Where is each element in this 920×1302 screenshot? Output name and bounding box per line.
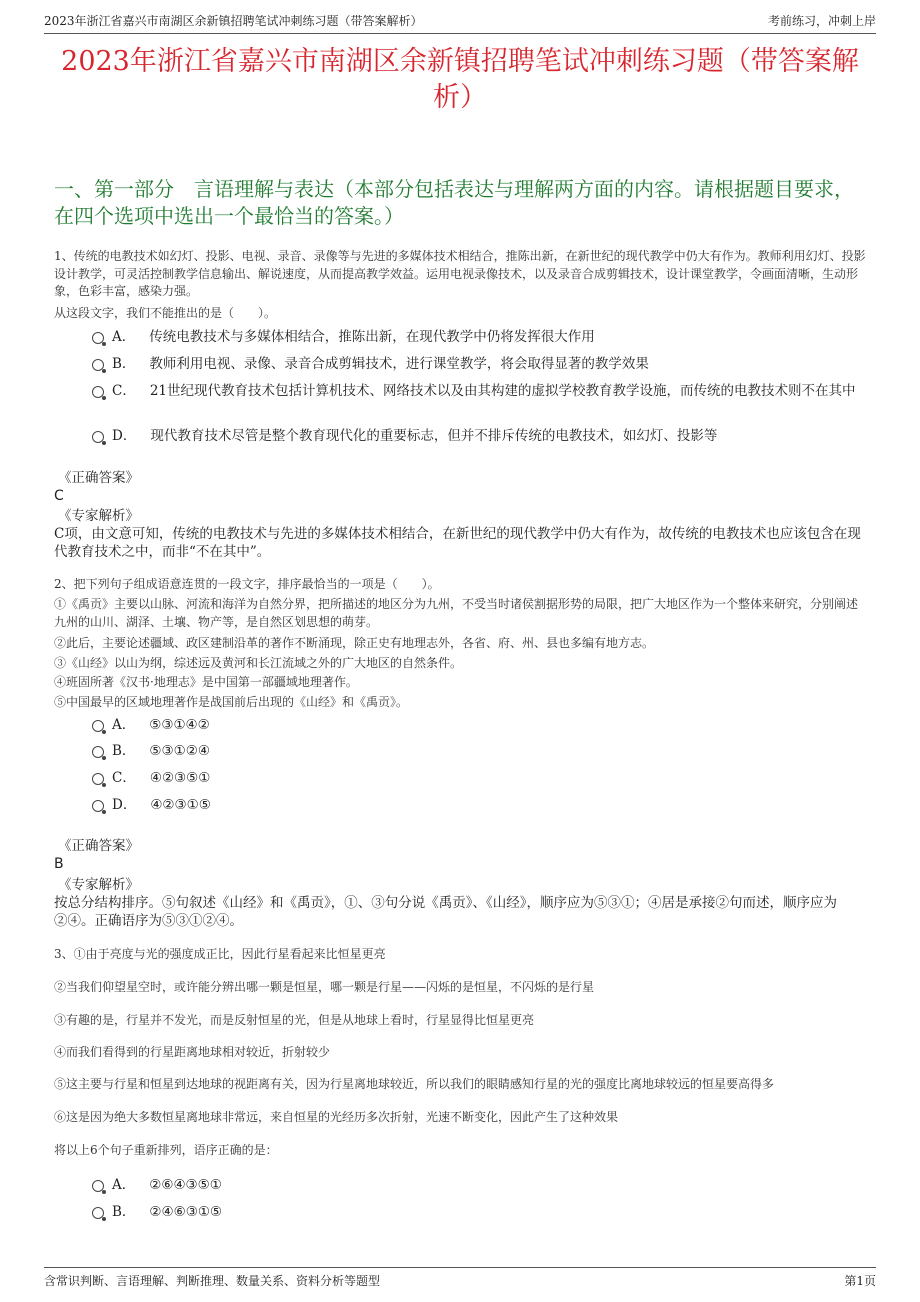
- q2-sentence-3: ③《山经》以山为纲，综述远及黄河和长江流域之外的广大地区的自然条件。: [54, 656, 463, 670]
- q1-explain: C项，由文意可知，传统的电教技术与先进的多媒体技术相结合，在新世纪的现代教学中仍大有作为，故传统的电教技术也应该包含在现代教育技术之中，而非“不在其中”。: [54, 526, 861, 560]
- q2-answer: B: [54, 856, 64, 872]
- page-number: 第1页: [844, 1274, 876, 1288]
- section-heading: 一、第一部分 言语理解与表达（本部分包括表达与理解两方面的内容。请根据题目要求，在四个选项中选出一个最恰当的答案。）: [54, 177, 854, 228]
- q3-option-b[interactable]: B． ②④⑥③①⑤: [92, 1201, 868, 1223]
- q3-sentence-1: 3、①由于亮度与光的强度成正比，因此行星看起来比恒星更亮: [54, 947, 386, 961]
- q2-sentence-1: ①《禹贡》主要以山脉、河流和海洋为自然分界，把所描述的地区分为九州，不受当时诸侯割据形势的局限，把广大地区作为一个整体来研究，分别阐述九州的山川、湖泽、土壤、物产等，是自然区划思想的萌芽。: [54, 597, 859, 629]
- q3-sentence-3: ③有趣的是，行星并不发光，而是反射恒星的光，但是从地球上看时，行星显得比恒星更亮: [54, 1013, 535, 1027]
- q1-option-b[interactable]: B． 教师利用电视、录像、录音合成剪辑技术，进行课堂教学，将会取得显著的教学效果: [92, 353, 868, 375]
- header-doc-title: 2023年浙江省嘉兴市南湖区余新镇招聘笔试冲刺练习题（带答案解析）: [44, 14, 423, 28]
- q3-sentence-4: ④而我们看得到的行星距离地球相对较近，折射较少: [54, 1045, 331, 1059]
- radio-icon[interactable]: [92, 1207, 104, 1219]
- q2-option-b[interactable]: B． ⑤③①②④: [92, 740, 868, 762]
- radio-icon[interactable]: [92, 359, 104, 371]
- q1-stem: 1、传统的电教技术如幻灯、投影、电视、录音、录像等与先进的多媒体技术相结合，推陈出新，在新世纪的现代教学中仍大有作为。教师利用幻灯、投影设计教学，可灵活控制教学信息输出、解说速度，从而提高教学效益。运用电视录像技术，以及录音合成剪辑技术，设计课堂教学，令画面清晰，生动形象，色彩丰富，感染力强。: [54, 249, 866, 298]
- q3-option-a[interactable]: A． ②⑥④③⑤①: [92, 1174, 868, 1196]
- footer-topics: 含常识判断、言语理解、判断推理、数量关系、资料分析等题型: [44, 1274, 381, 1288]
- header-slogan: 考前练习，冲刺上岸: [767, 14, 876, 28]
- q2-option-a[interactable]: A． ⑤③①④②: [92, 714, 868, 736]
- document-title: 2023年浙江省嘉兴市南湖区余新镇招聘笔试冲刺练习题（带答案解析）: [61, 46, 859, 113]
- radio-icon[interactable]: [92, 746, 104, 758]
- radio-icon[interactable]: [92, 1180, 104, 1192]
- q2-sentence-2: ②此后，主要论述疆域、政区建制沿革的著作不断涌现，除正史有地理志外，各省、府、州、县也多编有地方志。: [54, 636, 655, 650]
- q3-sentence-2: ②当我们仰望星空时，或许能分辨出哪一颗是恒星，哪一颗是行星——闪烁的是恒星，不闪烁的是行星: [54, 980, 595, 994]
- radio-icon[interactable]: [92, 386, 104, 398]
- q1-option-a[interactable]: A． 传统电教技术与多媒体相结合，推陈出新，在现代教学中仍将发挥很大作用: [92, 326, 868, 348]
- q2-sentence-5: ⑤中国最早的区域地理著作是战国前后出现的《山经》和《禹贡》。: [54, 695, 409, 709]
- q2-option-c[interactable]: C． ④②③⑤①: [92, 767, 868, 789]
- q2-sentence-4: ④班固所著《汉书·地理志》是中国第一部疆域地理著作。: [54, 675, 358, 689]
- radio-icon[interactable]: [92, 332, 104, 344]
- q3-ask: 将以上6个句子重新排列，语序正确的是：: [54, 1143, 278, 1157]
- q1-answer: C: [54, 488, 64, 504]
- radio-icon[interactable]: [92, 773, 104, 785]
- radio-icon[interactable]: [92, 800, 104, 812]
- q2-option-d[interactable]: D． ④②③①⑤: [92, 794, 868, 816]
- q2-explain: 按总分结构排序。⑤句叙述《山经》和《禹贡》，①、③句分说《禹贡》、《山经》，顺序应为⑤③①；④居是承接②句而述，顺序应为②④。正确语序为⑤③①②④。: [54, 895, 837, 929]
- q3-sentence-6: ⑥这是因为绝大多数恒星离地球非常远，来自恒星的光经历多次折射，光速不断变化，因此产生了这种效果: [54, 1110, 619, 1124]
- q1-answer-label: 《正确答案》: [58, 470, 139, 486]
- q1-option-d[interactable]: D． 现代教育技术尽管是整个教育现代化的重要标志，但并不排斥传统的电教技术，如幻灯、投影等: [92, 425, 868, 447]
- radio-icon[interactable]: [92, 720, 104, 732]
- q2-answer-label: 《正确答案》: [58, 838, 139, 854]
- q2-stem: 2、把下列句子组成语意连贯的一段文字，排序最恰当的一项是（ ）。: [54, 577, 440, 591]
- page-footer: [44, 1267, 876, 1293]
- q2-explain-label: 《专家解析》: [58, 877, 139, 893]
- q1-ask: 从这段文字，我们不能推出的是（ ）。: [54, 306, 277, 320]
- page-header: [44, 12, 876, 34]
- q1-option-c[interactable]: C． 21世纪现代教育技术包括计算机技术、网络技术以及由其构建的虚拟学校教育教学设施，而传统的电教技术则不在其中: [92, 380, 868, 402]
- radio-icon[interactable]: [92, 431, 104, 443]
- q1-explain-label: 《专家解析》: [58, 508, 139, 524]
- q3-sentence-5: ⑤这主要与行星和恒星到达地球的视距离有关，因为行星离地球较近，所以我们的眼睛感知行星的光的强度比离地球较远的恒星要高得多: [54, 1077, 775, 1091]
